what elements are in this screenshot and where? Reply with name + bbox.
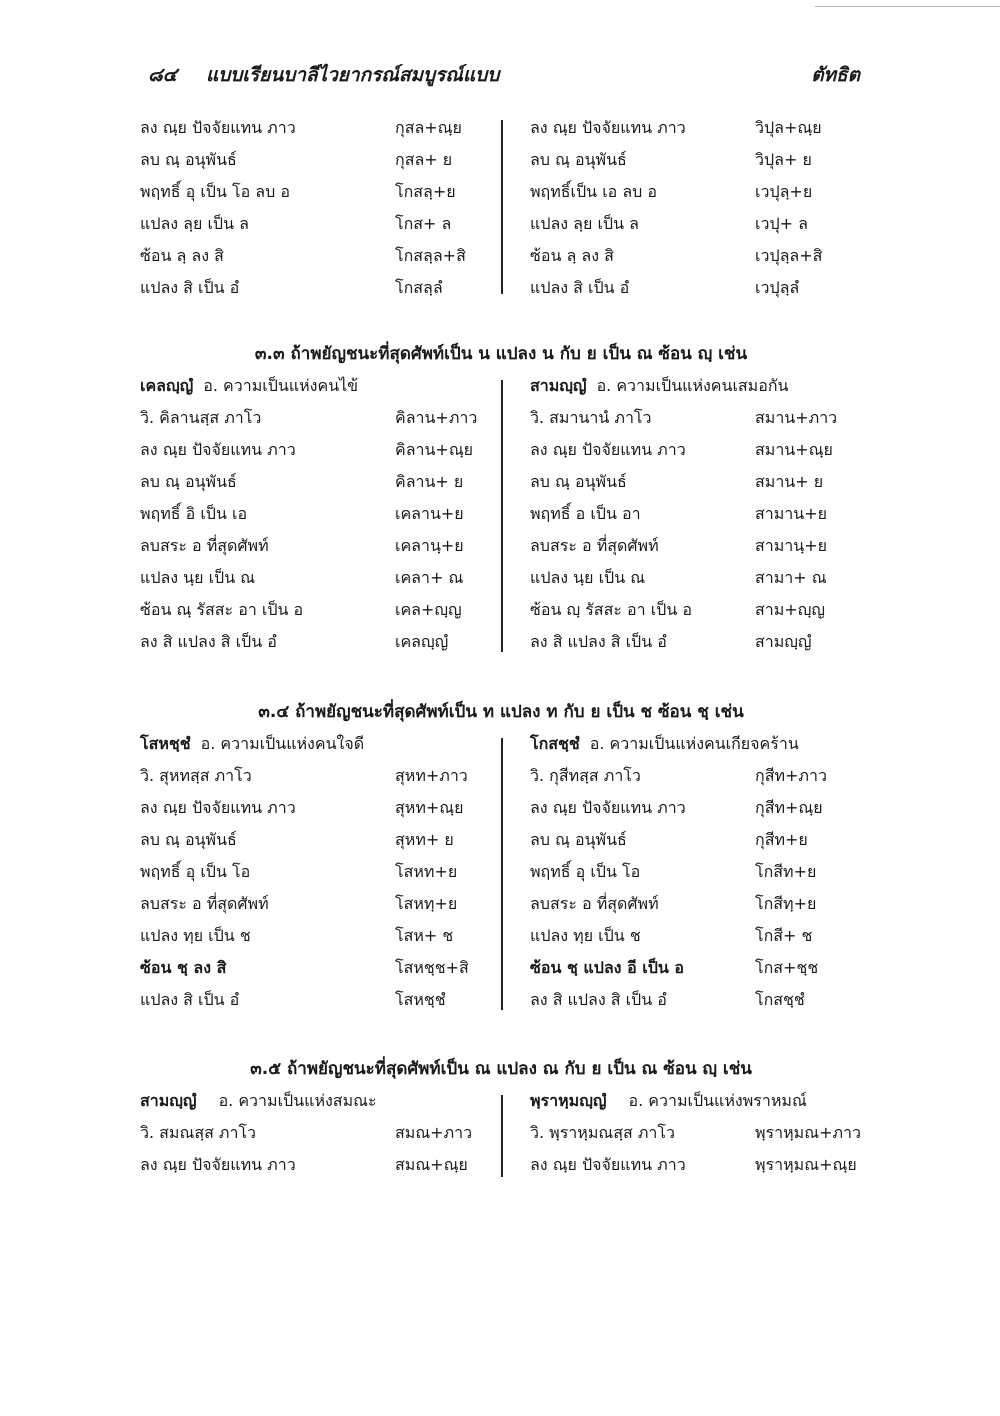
derivation-row xyxy=(140,274,492,302)
word-meaning: อ. ความเป็นแห่งคนเสมอกัน xyxy=(596,376,789,395)
form-text: สุหท+ ย xyxy=(395,830,454,849)
derivation-row xyxy=(140,596,492,624)
derivation-row xyxy=(530,178,862,206)
step-text: แปลง สิ เป็น อํ xyxy=(140,990,240,1009)
step-text: ลบ ณฺ อนุพันธ์ xyxy=(140,150,237,169)
form-text: โสห+ ช xyxy=(395,926,454,945)
derivation-row xyxy=(140,1119,492,1147)
derivation-row xyxy=(530,890,862,918)
step-text: พฤทธิ์ อุ เป็น โอ ลบ อ xyxy=(140,182,290,201)
derivation-row xyxy=(530,1151,862,1179)
form-text: สามาน+ย xyxy=(755,504,827,523)
derivation-row xyxy=(140,500,492,528)
step-text: ลง ณฺย ปัจจัยแทน ภาว xyxy=(530,1155,686,1174)
step-text: ลบ ณฺ อนุพันธ์ xyxy=(530,472,627,491)
form-text: โกส+ชฺช xyxy=(755,958,819,977)
derivation-row xyxy=(140,922,492,950)
derivation-row xyxy=(530,500,862,528)
form-text: สามา+ ณ xyxy=(755,568,827,587)
form-text: สามานฺ+ย xyxy=(755,536,827,555)
step-text: ลง ณฺย ปัจจัยแทน ภาว xyxy=(140,118,296,137)
word-term: สามญฺญํ xyxy=(140,1091,197,1110)
step-text: วิ. กุสีทสฺส ภาโว xyxy=(530,766,641,785)
form-text: กุสีท+ภาว xyxy=(755,766,827,785)
step-text: วิ. พฺราหฺมณสฺส ภาโว xyxy=(530,1123,675,1142)
step-text: แปลง สิ เป็น อํ xyxy=(140,278,240,297)
derivation-row xyxy=(530,436,862,464)
form-text: เวปุลฺล+สิ xyxy=(755,246,823,265)
word-meaning: อ. ความเป็นแห่งคนใจดี xyxy=(200,734,365,753)
step-text: แปลง ลฺย เป็น ล xyxy=(140,214,249,233)
derivation-row xyxy=(140,242,492,270)
form-text: เคลญฺญํ xyxy=(395,632,449,651)
step-text: พฤทธิ์ อิ เป็น เอ xyxy=(140,504,248,523)
step-text: ลบสระ อ ที่สุดศัพท์ xyxy=(140,536,269,555)
step-text: ลง ณฺย ปัจจัยแทน ภาว xyxy=(530,118,686,137)
derivation-row xyxy=(140,890,492,918)
step-text: ลง ณฺย ปัจจัยแทน ภาว xyxy=(140,798,296,817)
derivation-row xyxy=(140,1151,492,1179)
form-text: กุสล+ณฺย xyxy=(395,118,462,137)
form-text: โกสี+ ช xyxy=(755,926,813,945)
form-text: โสหชฺชํ xyxy=(395,990,446,1009)
form-text: สมาน+ภาว xyxy=(755,408,838,427)
derivation-row xyxy=(530,858,862,886)
form-text: กุสีท+ณฺย xyxy=(755,798,823,817)
derivation-row xyxy=(140,794,492,822)
form-text: กุสล+ ย xyxy=(395,150,453,169)
word-term: สามญฺญํ xyxy=(530,376,587,395)
form-text: เวปุลฺ+ย xyxy=(755,182,813,201)
form-text: พฺราหฺมณ+ณฺย xyxy=(755,1155,857,1174)
form-text: พฺราหฺมณ+ภาว xyxy=(755,1123,861,1142)
derivation-row xyxy=(530,954,862,982)
form-text: โกสลฺ+ย xyxy=(395,182,456,201)
step-text: แปลง นฺย เป็น ณ xyxy=(140,568,256,587)
word-entry xyxy=(140,372,492,400)
word-term: พฺราหฺมญฺญํ xyxy=(530,1091,607,1110)
derivation-row xyxy=(140,468,492,496)
derivation-row xyxy=(140,762,492,790)
step-text: แปลง ทฺย เป็น ช xyxy=(140,926,251,945)
form-text: สมาน+ ย xyxy=(755,472,824,491)
derivation-row xyxy=(140,954,492,982)
step-text: ลบสระ อ ที่สุดศัพท์ xyxy=(530,894,659,913)
form-text: คิลาน+ณฺย xyxy=(395,440,474,459)
word-meaning: อ. ความเป็นแห่งคนเกียจคร้าน xyxy=(589,734,799,753)
step-text: พฤทธิ์เป็น เอ ลบ อ xyxy=(530,182,658,201)
step-text: ลง ณฺย ปัจจัยแทน ภาว xyxy=(140,1155,296,1174)
word-entry xyxy=(530,372,862,400)
section-3-5 xyxy=(140,1055,862,1185)
section-heading: ๓.๕ ถ้าพยัญชนะที่สุดศัพท์เป็น ณ แปลง ณ กับ ย เป็น ณ ซ้อน ญฺ เช่น xyxy=(250,1059,752,1079)
form-text: เคลา+ ณ xyxy=(395,568,464,587)
form-text: สมณ+ณฺย xyxy=(395,1155,468,1174)
column-divider xyxy=(501,1095,503,1177)
form-text: สามญฺญํ xyxy=(755,632,812,651)
derivation-row xyxy=(140,404,492,432)
word-entry xyxy=(140,1087,492,1115)
column-divider xyxy=(501,380,503,652)
step-text: ลบ ณฺ อนุพันธ์ xyxy=(530,150,627,169)
step-text: ลบ ณฺ อนุพันธ์ xyxy=(140,472,237,491)
word-meaning: อ. ความเป็นแห่งสมณะ xyxy=(218,1091,377,1110)
step-text: ลง สิ แปลง สิ เป็น อํ xyxy=(140,632,277,651)
word-entry xyxy=(530,1087,862,1115)
derivation-row xyxy=(140,564,492,592)
derivation-row xyxy=(140,178,492,206)
column-divider xyxy=(501,738,503,1010)
form-text: โกสีท+ย xyxy=(755,862,817,881)
page-edge-line xyxy=(815,6,1000,7)
derivation-row xyxy=(530,532,862,560)
derivation-row xyxy=(530,762,862,790)
section-heading: ๓.๔ ถ้าพยัญชนะที่สุดศัพท์เป็น ท แปลง ท กับ ย เป็น ช ซ้อน ชฺ เช่น xyxy=(258,702,744,722)
step-text: ลบ ณฺ อนุพันธ์ xyxy=(140,830,237,849)
step-text: ซ้อน ลฺ ลง สิ xyxy=(140,246,224,265)
step-text: ลบสระ อ ที่สุดศัพท์ xyxy=(140,894,269,913)
step-text: ลง ณฺย ปัจจัยแทน ภาว xyxy=(530,798,686,817)
section-3-4 xyxy=(140,698,862,1018)
step-text: ลง สิ แปลง สิ เป็น อํ xyxy=(530,632,667,651)
word-term: เคลญฺญํ xyxy=(140,376,194,395)
word-entry xyxy=(140,730,492,758)
step-text: พฤทธิ์ อุ เป็น โอ xyxy=(530,862,641,881)
form-text: โสหชฺช+สิ xyxy=(395,958,469,977)
form-text: วิปุล+ณฺย xyxy=(755,118,822,137)
form-text: สุหท+ณฺย xyxy=(395,798,464,817)
derivation-row xyxy=(140,114,492,142)
form-text: โกสีทฺ+ย xyxy=(755,894,817,913)
form-text: สาม+ญฺญ xyxy=(755,600,825,619)
word-meaning: อ. ความเป็นแห่งพราหมณ์ xyxy=(628,1091,807,1110)
derivation-row xyxy=(530,114,862,142)
derivation-row xyxy=(140,532,492,560)
derivation-row xyxy=(140,146,492,174)
step-text: วิ. สมณสฺส ภาโว xyxy=(140,1123,257,1142)
derivation-row xyxy=(140,826,492,854)
form-text: โสหท+ย xyxy=(395,862,458,881)
step-text: แปลง สิ เป็น อํ xyxy=(530,278,630,297)
step-text: ลง ณฺย ปัจจัยแทน ภาว xyxy=(140,440,296,459)
form-text: วิปุล+ ย xyxy=(755,150,812,169)
form-text: โสหทฺ+ย xyxy=(395,894,458,913)
derivation-row xyxy=(530,922,862,950)
step-text: แปลง ทฺย เป็น ช xyxy=(530,926,641,945)
step-text: ซ้อน ญฺ รัสสะ อา เป็น อ xyxy=(530,600,692,619)
derivation-row xyxy=(530,210,862,238)
derivation-row xyxy=(140,210,492,238)
section-3-3 xyxy=(140,340,862,660)
step-text: ซ้อน ชฺ ลง สิ xyxy=(140,958,227,977)
step-text: ซ้อน ลฺ ลง สิ xyxy=(530,246,614,265)
derivation-row xyxy=(530,274,862,302)
derivation-row xyxy=(140,436,492,464)
derivation-row xyxy=(530,242,862,270)
step-text: พฤทธิ์ อุ เป็น โอ xyxy=(140,862,251,881)
step-text: ลง สิ แปลง สิ เป็น อํ xyxy=(530,990,667,1009)
form-text: กุสีท+ย xyxy=(755,830,808,849)
form-text: คิลาน+ภาว xyxy=(395,408,478,427)
step-text: ซ้อน ชฺ แปลง อี เป็น อ xyxy=(530,958,684,977)
top-block xyxy=(140,114,862,297)
page-number: ๘๔ xyxy=(148,64,178,86)
step-text: พฤทธิ์ อ เป็น อา xyxy=(530,504,641,523)
step-text: แปลง ลฺย เป็น ล xyxy=(530,214,639,233)
word-term: โกสชฺชํ xyxy=(530,734,580,753)
step-text: วิ. สมานานํ ภาโว xyxy=(530,408,652,427)
column-divider xyxy=(501,120,503,294)
page-header xyxy=(148,60,860,90)
form-text: เวปุ+ ล xyxy=(755,214,808,233)
derivation-row xyxy=(140,628,492,656)
word-meaning: อ. ความเป็นแห่งคนไข้ xyxy=(203,376,359,395)
section-heading: ๓.๓ ถ้าพยัญชนะที่สุดศัพท์เป็น น แปลง น กับ ย เป็น ณ ซ้อน ญฺ เช่น xyxy=(254,344,748,364)
form-text: โกสชฺชํ xyxy=(755,990,805,1009)
step-text: วิ. คิลานสฺส ภาโว xyxy=(140,408,262,427)
derivation-row xyxy=(530,1119,862,1147)
form-text: เวปุลฺลํ xyxy=(755,278,800,297)
form-text: เคลานฺ+ย xyxy=(395,536,464,555)
step-text: ลง ณฺย ปัจจัยแทน ภาว xyxy=(530,440,686,459)
form-text: เคล+ญฺญ xyxy=(395,600,462,619)
form-text: สุหท+ภาว xyxy=(395,766,468,785)
step-text: ลบ ณฺ อนุพันธ์ xyxy=(530,830,627,849)
step-text: ซ้อน ณฺ รัสสะ อา เป็น อ xyxy=(140,600,304,619)
derivation-row xyxy=(530,986,862,1014)
derivation-row xyxy=(530,596,862,624)
form-text: โกส+ ล xyxy=(395,214,452,233)
book-title: แบบเรียนบาลีไวยากรณ์สมบูรณ์แบบ xyxy=(206,64,500,86)
form-text: โกสลฺลํ xyxy=(395,278,443,297)
derivation-row xyxy=(140,858,492,886)
step-text: แปลง นฺย เป็น ณ xyxy=(530,568,646,587)
form-text: โกสลฺล+สิ xyxy=(395,246,466,265)
form-text: สมณ+ภาว xyxy=(395,1123,473,1142)
derivation-row xyxy=(140,986,492,1014)
derivation-row xyxy=(530,468,862,496)
derivation-row xyxy=(530,826,862,854)
word-term: โสหชฺชํ xyxy=(140,734,191,753)
derivation-row xyxy=(530,628,862,656)
chapter-title: ตัทธิต xyxy=(811,64,860,86)
derivation-row xyxy=(530,564,862,592)
derivation-row xyxy=(530,146,862,174)
word-entry xyxy=(530,730,862,758)
step-text: ลบสระ อ ที่สุดศัพท์ xyxy=(530,536,659,555)
derivation-row xyxy=(530,404,862,432)
form-text: เคลาน+ย xyxy=(395,504,464,523)
derivation-row xyxy=(530,794,862,822)
form-text: สมาน+ณฺย xyxy=(755,440,833,459)
form-text: คิลาน+ ย xyxy=(395,472,464,491)
step-text: วิ. สุหทสฺส ภาโว xyxy=(140,766,252,785)
